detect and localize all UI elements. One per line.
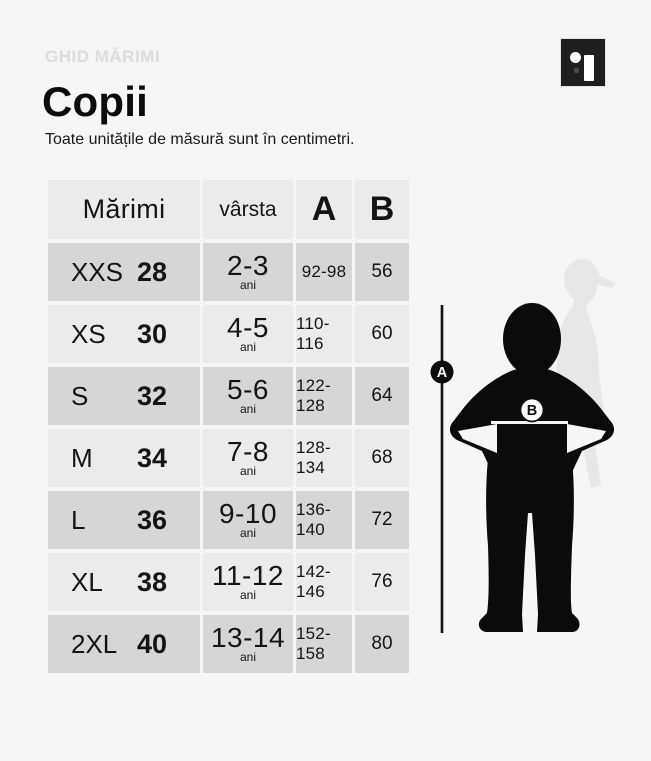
size-table-header-row <box>48 180 409 239</box>
marker-b-badge <box>521 399 544 422</box>
size-label: M <box>71 442 93 473</box>
measurement-a-value: 92-98 <box>296 243 352 301</box>
age-cell <box>203 429 293 487</box>
age-cell <box>203 491 293 549</box>
size-label: XL <box>71 566 103 597</box>
size-cell <box>48 305 200 363</box>
age-range: 5-6 <box>227 374 269 405</box>
size-label: S <box>71 380 89 411</box>
size-table-row <box>48 367 409 425</box>
size-number: 30 <box>136 318 167 349</box>
size-cell <box>48 367 200 425</box>
age-range: 2-3 <box>227 250 269 281</box>
size-number: 34 <box>136 442 167 473</box>
age-cell <box>203 615 293 673</box>
size-label: 2XL <box>71 628 118 659</box>
measurement-b-value: 64 <box>355 367 409 425</box>
measurement-a-value: 142-146 <box>296 553 352 611</box>
measurement-b-value: 72 <box>355 491 409 549</box>
column-header-b: B <box>355 180 409 239</box>
age-unit: ani <box>239 278 256 292</box>
measurement-a-value: 122-128 <box>296 367 352 425</box>
size-table-row <box>48 491 409 549</box>
logo-small-dot-icon <box>574 68 579 73</box>
size-cell <box>48 615 200 673</box>
size-cell <box>48 429 200 487</box>
logo-bar-icon <box>584 55 594 81</box>
column-header-age: vârsta <box>203 180 293 239</box>
age-unit: ani <box>239 340 256 354</box>
size-cell <box>48 243 200 301</box>
size-number: 38 <box>136 566 167 597</box>
size-table-row <box>48 429 409 487</box>
measurement-b-value: 76 <box>355 553 409 611</box>
age-range: 11-12 <box>211 560 285 591</box>
size-table-row <box>48 305 409 363</box>
age-range: 7-8 <box>227 436 269 467</box>
size-label: XXS <box>71 256 124 287</box>
size-label: XS <box>71 318 106 349</box>
marker-b-label: B <box>526 403 538 419</box>
marker-a-badge <box>431 361 454 384</box>
age-unit: ani <box>239 526 256 540</box>
measurement-figure <box>425 255 651 670</box>
age-range: 4-5 <box>227 312 269 343</box>
size-table-row <box>48 553 409 611</box>
column-header-sizes: Mărimi <box>48 180 200 239</box>
age-unit: ani <box>239 402 256 416</box>
age-range: 13-14 <box>210 622 286 653</box>
size-number: 36 <box>136 504 167 535</box>
eyebrow-label: GHID MĂRIMI <box>45 47 161 66</box>
size-table-row <box>48 243 409 301</box>
measurement-a-value: 110-116 <box>296 305 352 363</box>
age-cell <box>203 243 293 301</box>
size-table <box>48 180 409 677</box>
size-label: L <box>71 504 86 535</box>
size-number: 32 <box>136 380 167 411</box>
logo-dot-icon <box>570 52 581 63</box>
brand-logo-icon <box>560 38 606 87</box>
age-unit: ani <box>239 464 256 478</box>
size-number: 40 <box>136 628 167 659</box>
column-header-a: A <box>296 180 352 239</box>
measurement-b-value: 80 <box>355 615 409 673</box>
page-title: Copii <box>42 78 148 125</box>
measurement-a-value: 136-140 <box>296 491 352 549</box>
measurement-b-value: 60 <box>355 305 409 363</box>
size-cell <box>48 491 200 549</box>
age-cell <box>203 553 293 611</box>
size-table-row <box>48 615 409 673</box>
marker-a-label: A <box>436 365 448 381</box>
size-number: 28 <box>136 256 167 287</box>
age-unit: ani <box>239 650 256 664</box>
measurement-a-value: 128-134 <box>296 429 352 487</box>
measurement-b-value: 68 <box>355 429 409 487</box>
size-cell <box>48 553 200 611</box>
page-subtitle: Toate unitățile de măsură sunt în centimetri. <box>45 131 355 148</box>
measurement-a-value: 152-158 <box>296 615 352 673</box>
age-cell <box>203 367 293 425</box>
age-unit: ani <box>239 588 256 602</box>
measurement-b-value: 56 <box>355 243 409 301</box>
age-cell <box>203 305 293 363</box>
age-range: 9-10 <box>218 498 278 529</box>
